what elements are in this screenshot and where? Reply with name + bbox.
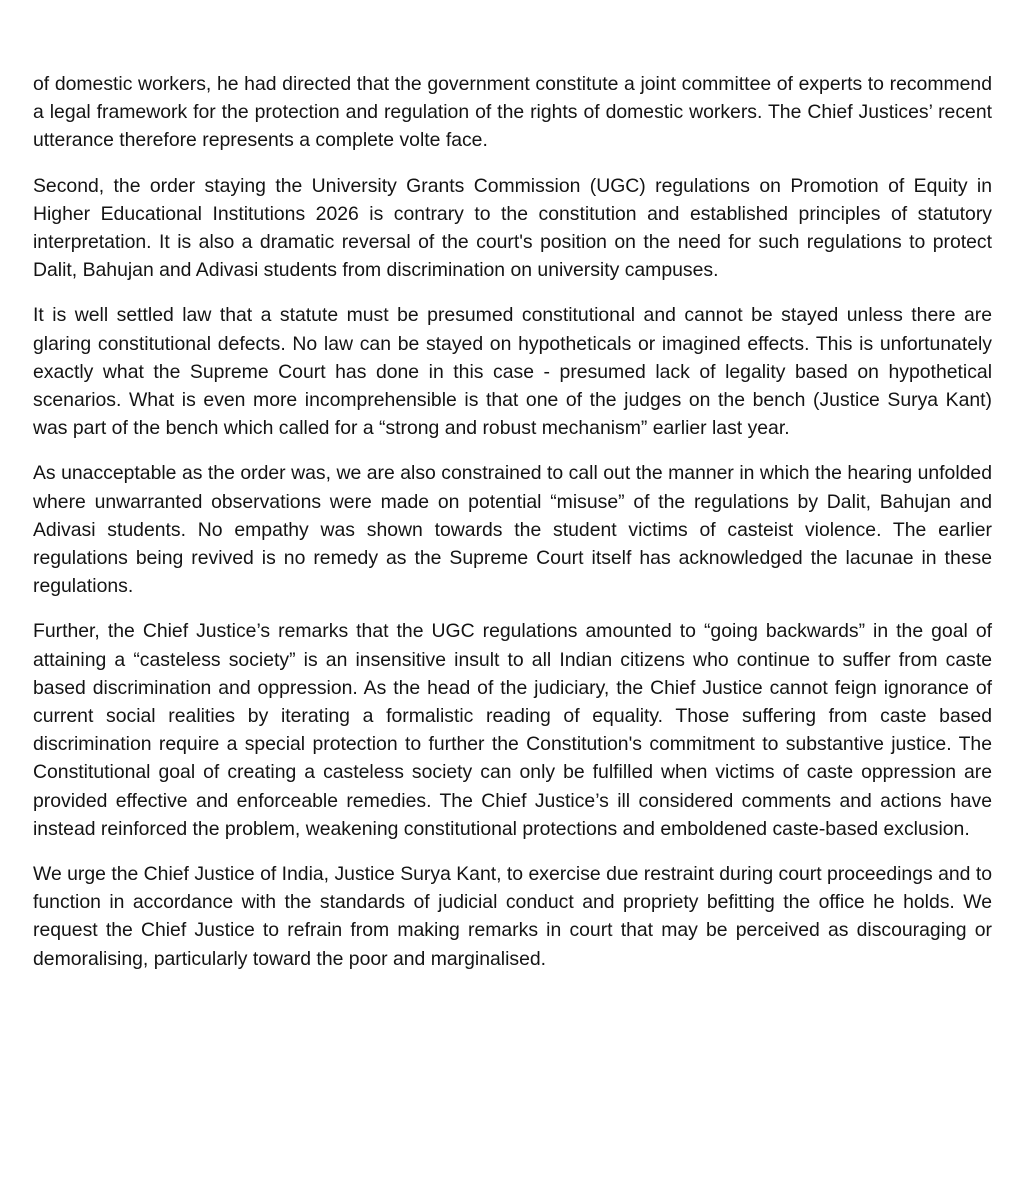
paragraph-casteless-society-remarks: Further, the Chief Justice’s remarks that the UGC regulations amounted to “going backwards” in the goal of attaining a “casteless society” is an insensitive insult to all Indian citizens who continue to suffer from caste based discrimination and oppression. As the head of the judiciary, the Chief Justice cannot feign ignorance of current social realities by iterating a formalistic reading of equality. Those suffering from caste based discrimination require a special protection to further the Constitution's commitment to substantive justice. The Constitutional goal of creating a casteless society can only be fulfilled when victims of caste oppression are provided effective and enforceable remedies. The Chief Justice’s ill considered comments and actions have instead reinforced the problem, weakening constitutional protections and emboldened caste-based exclusion. [33, 620, 992, 840]
document-body [33, 70, 992, 973]
paragraph-domestic-workers: of domestic workers, he had directed that the government constitute a joint committee of experts to recommend a legal framework for the protection and regulation of the rights of domestic workers. The Chief Justices’ recent utterance therefore represents a complete volte face. [33, 73, 992, 152]
paragraph-urge-restraint: We urge the Chief Justice of India, Justice Surya Kant, to exercise due restraint during court proceedings and to function in accordance with the standards of judicial conduct and propriety befitting the office he holds. We request the Chief Justice to refrain from making remarks in court that may be perceived as discouraging or demoralising, particularly toward the poor and marginalised. [33, 863, 992, 970]
paragraph-ugc-regulations-stay: Second, the order staying the University Grants Commission (UGC) regulations on Promotion of Equity in Higher Educational Institutions 2026 is contrary to the constitution and established principles of statutory interpretation. It is also a dramatic reversal of the court's position on the need for such regulations to protect Dalit, Bahujan and Adivasi students from discrimination on university campuses. [33, 174, 992, 282]
paragraph-presumption-constitutionality: It is well settled law that a statute must be presumed constitutional and cannot be stayed unless there are glaring constitutional defects. No law can be stayed on hypotheticals or imagined effects. This is unfortunately exactly what the Supreme Court has done in this case - presumed lack of legality based on hypothetical scenarios. What is even more incomprehensible is that one of the judges on the bench (Justice Surya Kant) was part of the bench which called for a “strong and robust mechanism” earlier last year. [33, 304, 992, 440]
paragraph-hearing-observations: As unacceptable as the order was, we are also constrained to call out the manner in which the hearing unfolded where unwarranted observations were made on potential “misuse” of the regulations by Dalit, Bahujan and Adivasi students. No empathy was shown towards the student victims of casteist violence. The earlier regulations being revived is no remedy as the Supreme Court itself has acknowledged the lacunae in these regulations. [33, 462, 992, 598]
